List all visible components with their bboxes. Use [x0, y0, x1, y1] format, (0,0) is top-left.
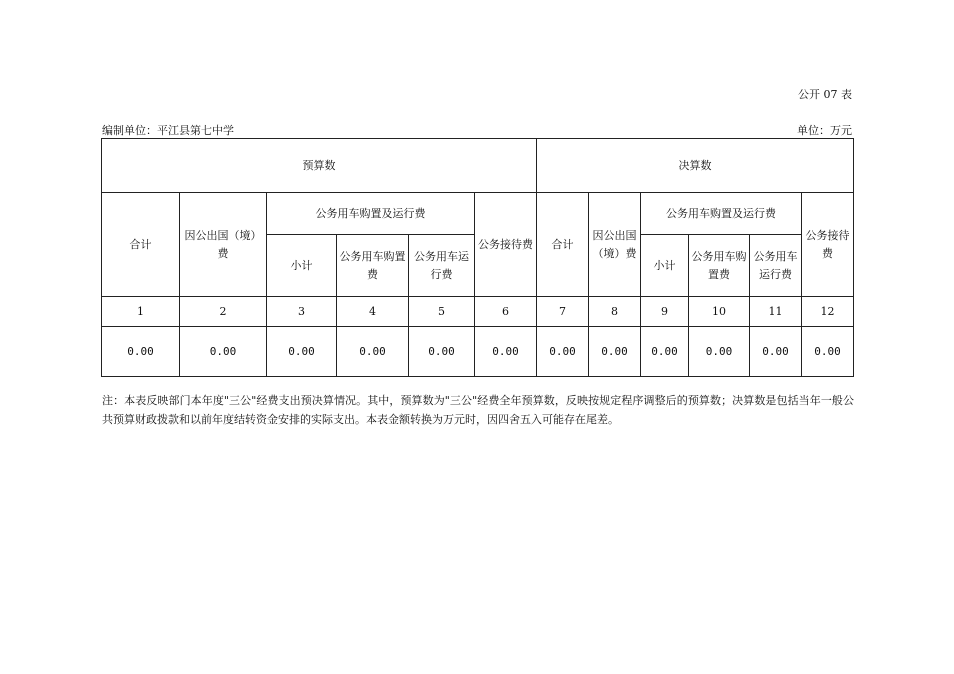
value-cell: 0.00 — [802, 327, 854, 377]
column-number: 1 — [102, 297, 180, 327]
value-cell: 0.00 — [641, 327, 689, 377]
column-number: 8 — [589, 297, 641, 327]
unit-row — [102, 122, 852, 136]
form-number: 公开 07 表 — [798, 88, 852, 101]
column-number: 7 — [537, 297, 589, 327]
value-cell: 0.00 — [750, 327, 802, 377]
value-cell: 0.00 — [475, 327, 537, 377]
header-row-2 — [102, 193, 854, 235]
final-subtotal-header: 小计 — [641, 235, 689, 297]
column-number: 12 — [802, 297, 854, 327]
final-total-header: 合计 — [537, 193, 589, 297]
value-cell: 0.00 — [537, 327, 589, 377]
three-public-expenses-table — [101, 138, 854, 377]
value-cell: 0.00 — [689, 327, 750, 377]
budget-vehicle-purchase-header: 公务用车购置费 — [337, 235, 409, 297]
table-note: 注：本表反映部门本年度"三公"经费支出预决算情况。其中，预算数为"三公"经费全年预算数，反映按规定程序调整后的预算数；决算数是包括当年一般公共预算财政拨款和以前年度结转资金安排的实际支出。本表金额转换为万元时，因四舍五入可能存在尾差。 — [102, 394, 854, 426]
value-row — [102, 327, 854, 377]
final-reception-header: 公务接待费 — [802, 193, 854, 297]
final-abroad-header: 因公出国（境）费 — [589, 193, 641, 297]
final-header: 决算数 — [537, 139, 854, 193]
compiling-unit: 编制单位：平江县第七中学 — [102, 124, 234, 137]
budget-reception-header: 公务接待费 — [475, 193, 537, 297]
column-number: 11 — [750, 297, 802, 327]
column-number: 5 — [409, 297, 475, 327]
value-cell: 0.00 — [180, 327, 267, 377]
final-vehicle-group-header: 公务用车购置及运行费 — [641, 193, 802, 235]
column-number: 3 — [267, 297, 337, 327]
value-cell: 0.00 — [102, 327, 180, 377]
budget-vehicle-operation-header: 公务用车运行费 — [409, 235, 475, 297]
final-vehicle-purchase-header: 公务用车购置费 — [689, 235, 750, 297]
value-cell: 0.00 — [589, 327, 641, 377]
column-number: 4 — [337, 297, 409, 327]
column-number-row — [102, 297, 854, 327]
column-number: 2 — [180, 297, 267, 327]
budget-vehicle-group-header: 公务用车购置及运行费 — [267, 193, 475, 235]
budget-header: 预算数 — [102, 139, 537, 193]
value-cell: 0.00 — [409, 327, 475, 377]
currency-unit: 单位：万元 — [797, 124, 852, 137]
column-number: 6 — [475, 297, 537, 327]
header-row-1 — [102, 139, 854, 193]
column-number: 10 — [689, 297, 750, 327]
budget-total-header: 合计 — [102, 193, 180, 297]
final-vehicle-operation-header: 公务用车运行费 — [750, 235, 802, 297]
budget-subtotal-header: 小计 — [267, 235, 337, 297]
value-cell: 0.00 — [267, 327, 337, 377]
value-cell: 0.00 — [337, 327, 409, 377]
budget-abroad-header: 因公出国（境）费 — [180, 193, 267, 297]
column-number: 9 — [641, 297, 689, 327]
